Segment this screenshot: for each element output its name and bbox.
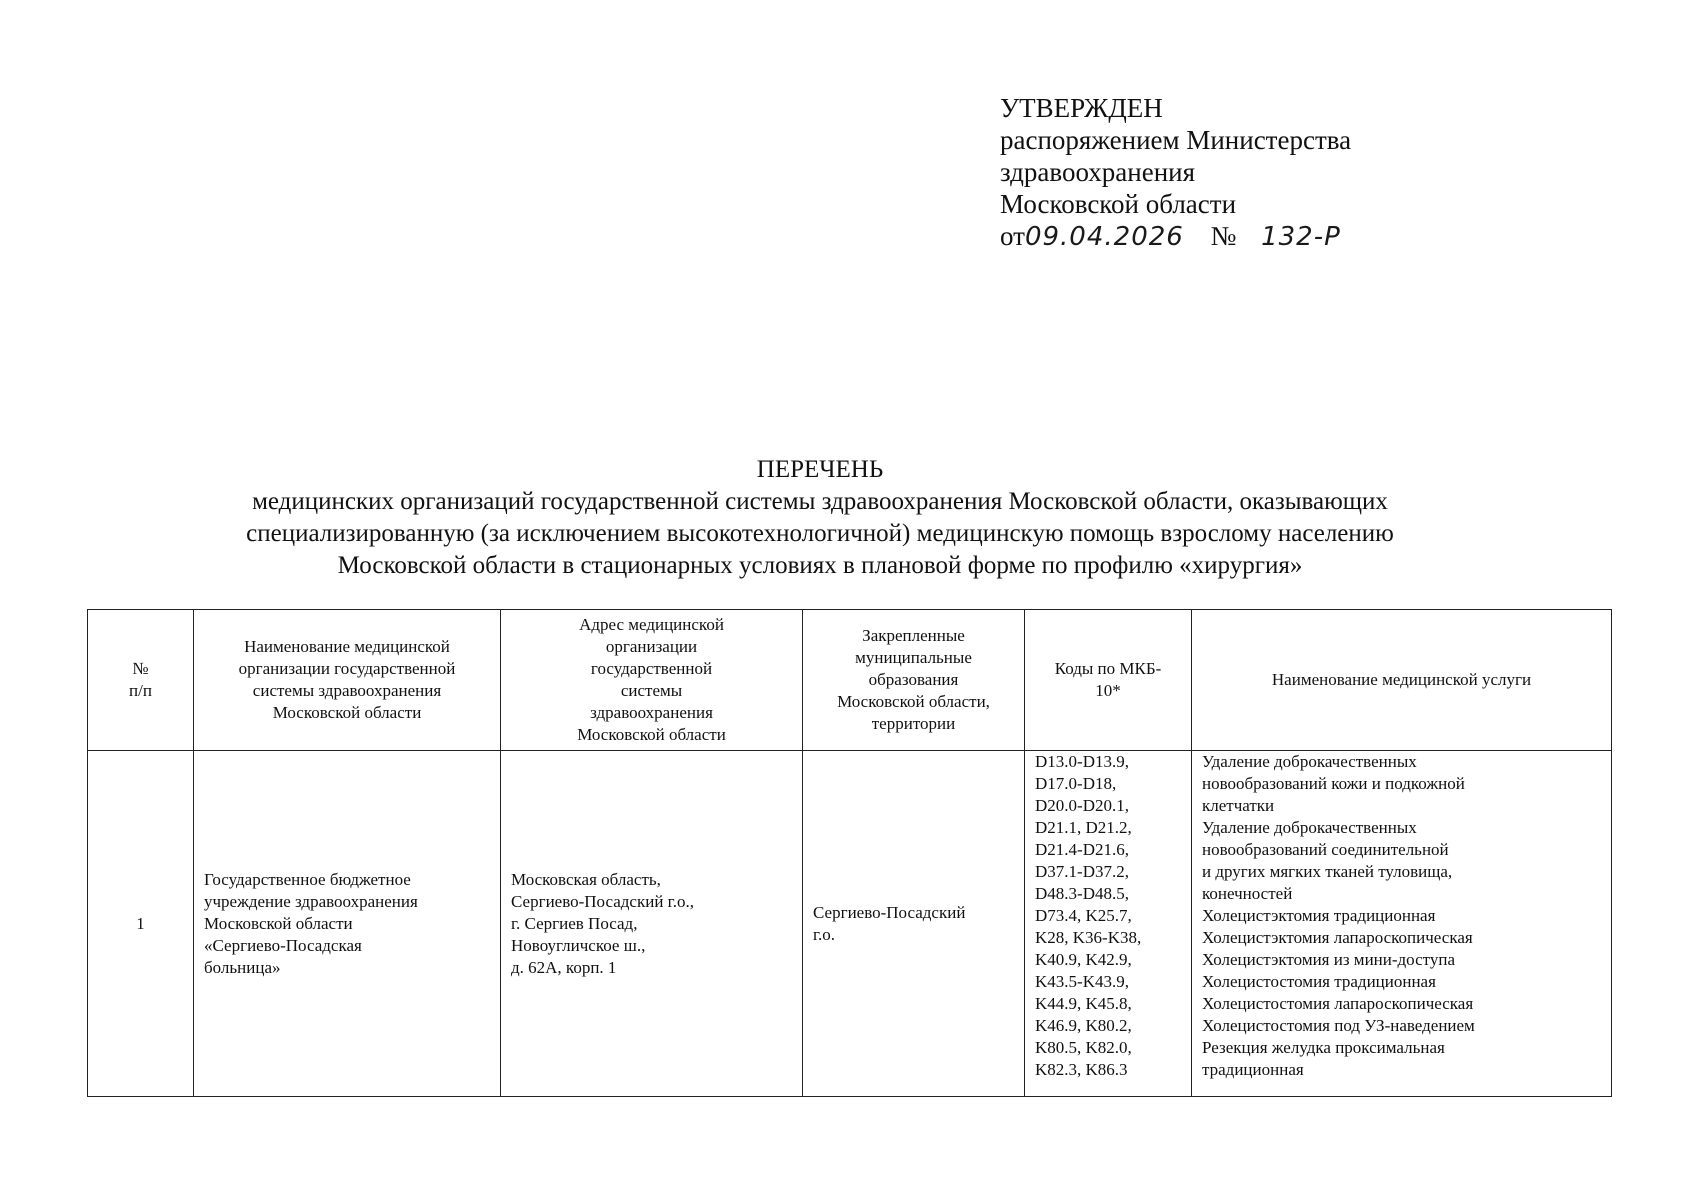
date-prefix: от	[1000, 221, 1025, 251]
approval-line: здравоохранения	[1000, 157, 1196, 187]
icd-code-line: D20.0-D20.1,	[1035, 796, 1129, 815]
table-header-row	[88, 610, 1612, 751]
service-line: Резекция желудка проксимальная	[1202, 1038, 1445, 1057]
service-line: традиционная	[1202, 1060, 1304, 1079]
org-name-line: больница»	[204, 957, 281, 977]
icd-code-line: K43.5-K43.9,	[1035, 972, 1129, 991]
service-line: новообразований кожи и подкожной	[1202, 774, 1465, 793]
icd-code-line: K44.9, K45.8,	[1035, 994, 1132, 1013]
handwritten-number: 132-Р	[1261, 222, 1341, 252]
header-text-line: системы здравоохранения	[252, 681, 442, 700]
municipality-line: Сергиево-Посадский	[813, 902, 966, 922]
title-line: специализированную (за исключением высокотехнологичной) медицинскую помощь взрослому населению	[246, 520, 1394, 547]
icd-code-line: K46.9, K80.2,	[1035, 1016, 1132, 1035]
icd-code-line: D17.0-D18,	[1035, 774, 1117, 793]
header-service	[1192, 610, 1612, 751]
org-name-line: Московской области	[204, 913, 353, 933]
header-text-line: Адрес медицинской	[579, 615, 724, 634]
header-text-line: Закрепленные	[862, 626, 965, 645]
header-text-line: Наименование медицинской услуги	[1271, 670, 1532, 689]
icd-code-line: K80.5, K82.0,	[1035, 1038, 1132, 1057]
document-title	[100, 454, 1540, 582]
cell-address	[501, 751, 803, 1097]
org-name-line: «Сергиево-Посадская	[204, 935, 362, 955]
header-text-line: п/п	[129, 681, 152, 700]
header-text-line: Коды по МКБ-	[1054, 659, 1162, 678]
service-line: Холецистэктомия из мини-доступа	[1202, 950, 1455, 969]
approval-stamp	[1000, 92, 1351, 253]
header-text-line: организации государственной	[238, 659, 456, 678]
service-line: Холецистостомия лапароскопическая	[1202, 994, 1474, 1013]
address-line: Сергиево-Посадский г.о.,	[511, 891, 694, 911]
number-sign: №	[1210, 221, 1237, 251]
header-address	[501, 610, 803, 751]
address-line: Новоугличское ш.,	[511, 935, 646, 955]
service-line: Холецистэктомия традиционная	[1202, 906, 1436, 925]
cell-org-name	[194, 751, 501, 1097]
title-line: Московской области в стационарных условиях в плановой форме по профилю «хирургия»	[337, 552, 1303, 579]
header-text-line: муниципальные	[855, 648, 972, 667]
org-name-line: учреждение здравоохранения	[204, 891, 418, 911]
header-text-line: территории	[871, 714, 956, 733]
organizations-table	[87, 609, 1612, 1097]
approval-line: распоряжением Министерства	[1000, 125, 1352, 155]
service-line: клетчатки	[1202, 796, 1275, 815]
address-line: Московская область,	[511, 869, 661, 889]
header-text-line: Наименование медицинской	[244, 637, 450, 656]
service-line: Холецистостомия традиционная	[1202, 972, 1436, 991]
cell-icd-codes	[1025, 751, 1192, 1097]
address-line: д. 62А, корп. 1	[511, 957, 617, 977]
service-line: Холецистэктомия лапароскопическая	[1202, 928, 1473, 947]
service-line: и других мягких тканей туловища,	[1202, 862, 1453, 881]
header-text-line: государственной	[590, 659, 713, 678]
cell-municipality	[803, 751, 1025, 1097]
header-icd-codes	[1025, 610, 1192, 751]
header-text-line: Московской области	[272, 703, 422, 722]
icd-code-line: D73.4, K25.7,	[1035, 906, 1132, 925]
org-name-line: Государственное бюджетное	[204, 869, 411, 889]
service-line: Удаление доброкачественных	[1202, 752, 1417, 771]
icd-code-line: D13.0-D13.9,	[1035, 752, 1129, 771]
table-row	[88, 751, 1612, 1097]
service-line: новообразований соединительной	[1202, 840, 1449, 859]
icd-code-line: D48.3-D48.5,	[1035, 884, 1129, 903]
icd-code-line: K82.3, K86.3	[1035, 1060, 1128, 1079]
municipality-line: г.о.	[813, 924, 836, 944]
service-line: Удаление доброкачественных	[1202, 818, 1417, 837]
header-org-name	[194, 610, 501, 751]
header-text-line: Московской области	[577, 725, 726, 744]
cell-number: 1	[88, 751, 194, 1097]
handwritten-date: 09.04.2026	[1024, 222, 1184, 252]
title-heading: ПЕРЕЧЕНЬ	[756, 456, 884, 483]
service-line: конечностей	[1202, 884, 1293, 903]
cell-services	[1192, 751, 1612, 1097]
approval-date-line	[1000, 220, 1351, 253]
icd-code-line: D21.1, D21.2,	[1035, 818, 1132, 837]
approval-line: Московской области	[1000, 189, 1237, 219]
icd-code-line: D21.4-D21.6,	[1035, 840, 1129, 859]
icd-code-line: K28, K36-K38,	[1035, 928, 1142, 947]
title-line: медицинских организаций государственной системы здравоохранения Московской области, оказывающих	[252, 488, 1388, 515]
header-text-line: организации	[605, 637, 698, 656]
icd-code-line: D37.1-D37.2,	[1035, 862, 1129, 881]
header-text-line: образования	[868, 670, 959, 689]
header-text-line: №	[132, 659, 149, 678]
header-text-line: системы	[620, 681, 683, 700]
service-line: Холецистостомия под УЗ-наведением	[1202, 1016, 1475, 1035]
icd-code-line: K40.9, K42.9,	[1035, 950, 1132, 969]
approval-line: УТВЕРЖДЕН	[1000, 93, 1163, 123]
header-municipality	[803, 610, 1025, 751]
address-line: г. Сергиев Посад,	[511, 913, 638, 933]
header-number	[88, 610, 194, 751]
header-text-line: 10*	[1095, 681, 1121, 700]
header-text-line: Московской области,	[837, 692, 990, 711]
header-text-line: здравоохранения	[590, 703, 713, 722]
